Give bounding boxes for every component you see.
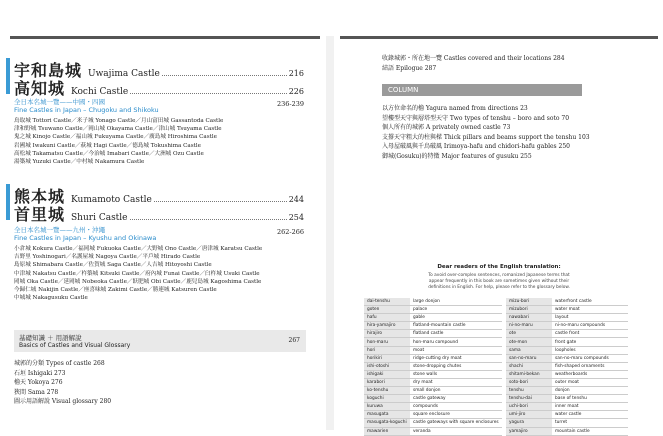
column-item: 入母屋破風與千鳥破風 Irimoya-hafu and chidori-hafu gables 250 xyxy=(382,143,570,150)
glossary-row xyxy=(364,378,502,386)
glossary-term: karabori xyxy=(364,378,410,386)
glossary-definition: flatland-mountain castle xyxy=(410,322,502,330)
accent-bar xyxy=(6,58,10,76)
glossary-definition: large donjon xyxy=(410,298,502,306)
glossary-title-en: Basics of Castles and Visual Glossary xyxy=(19,342,131,349)
castle-name-jp: 宇和島城 xyxy=(14,61,83,80)
glossary-term: ni-no-maru xyxy=(506,322,552,330)
glossary-row xyxy=(506,338,628,346)
glossary-term: koguchi xyxy=(364,395,410,403)
glossary-definition: donjon xyxy=(552,387,628,395)
glossary-row xyxy=(506,298,628,306)
book-gutter xyxy=(326,36,334,430)
region-castle-list xyxy=(14,117,314,166)
left-page xyxy=(0,36,326,430)
castle-entry-kumamoto xyxy=(14,184,304,206)
glossary-row xyxy=(364,354,502,362)
region-kyushu-okinawa xyxy=(14,226,314,302)
glossary-term: uchi-bori xyxy=(506,403,552,411)
glossary-row xyxy=(506,346,628,354)
note-title: Dear readers of the English translation: xyxy=(437,264,561,270)
glossary-row xyxy=(364,346,502,354)
glossary-definition: weatherboards xyxy=(552,370,628,378)
top-rule xyxy=(10,36,320,39)
castle-list-line: 岩國城 Iwakuni Castle／萩城 Hagi Castle／德島城 Tokushima Castle xyxy=(14,142,201,149)
translation-note xyxy=(364,264,634,291)
glossary-term: mizubori xyxy=(506,306,552,314)
glossary-definition: castle gateways with square enclosures xyxy=(410,419,502,427)
note-line: appear frequently in this book are sometimes given without their xyxy=(428,279,570,284)
glossary-term: hira-yamajiro xyxy=(364,322,410,330)
glossary-term: masugata xyxy=(364,411,410,419)
glossary-definition: base of tenshu xyxy=(552,395,628,403)
glossary-term: yamajiro xyxy=(506,427,552,435)
glossary-row xyxy=(364,427,502,435)
note-line: To avoid over-complex sentences, romanized Japanese terms that xyxy=(428,273,570,278)
glossary-row xyxy=(506,387,628,395)
region-title-jp: 全日本名城一覽——中國・四國 xyxy=(14,98,105,106)
glossary-term: san-no-maru xyxy=(506,354,552,362)
castle-list-line: 中津城 Nakatsu Castle／杵築城 Kitsuki Castle／府內城 Funai Castle／臼杵城 Usuki Castle xyxy=(14,270,260,277)
castle-list-line: 岡城 Oka Castle／延岡城 Nobeoka Castle／飫肥城 Obi Castle／鹿兒島城 Kagoshima Castle xyxy=(14,278,262,285)
glossary-definition: ridge-cutting dry moat xyxy=(410,354,502,362)
glossary-term: hori xyxy=(364,346,410,354)
glossary-row xyxy=(506,411,628,419)
right-page xyxy=(334,36,663,434)
glossary-row xyxy=(506,419,628,427)
glossary-term: hafu xyxy=(364,314,410,322)
castle-name-en: Kochi Castle xyxy=(71,87,129,97)
region-castle-list xyxy=(14,245,314,302)
glossary-row xyxy=(364,370,502,378)
leader-dots xyxy=(130,219,287,220)
top-margin xyxy=(0,0,663,36)
glossary-definition: turret xyxy=(552,419,628,427)
glossary-list-item: 石垣 Ishigaki 273 xyxy=(14,369,66,377)
glossary-definition: castle gateway xyxy=(410,395,502,403)
glossary-term: ote xyxy=(506,330,552,338)
region-pages: 262-266 xyxy=(276,228,304,236)
region-chugoku-shikoku xyxy=(14,98,314,166)
castle-list-line: 津和野城 Tsuwano Castle／岡山城 Okayama Castle／津山城 Tsuyama Castle xyxy=(14,126,222,133)
glossary-definition: ni-no-maru compounds xyxy=(552,322,628,330)
glossary-term: shitami-bekan xyxy=(506,370,552,378)
castle-list-line: 高松城 Takamatsu Castle／今治城 Imabari Castle／大洲城 Ozu Castle xyxy=(14,150,204,157)
glossary-definition: gable xyxy=(410,314,502,322)
glossary-definition: fish-shaped ornaments xyxy=(552,362,628,370)
glossary-definition: inner moat xyxy=(552,403,628,411)
column-item: 御城(Gosuku)的特徵 Major features of gusuku 255 xyxy=(382,152,532,160)
glossary-definition: flatland castle xyxy=(410,330,502,338)
glossary-definition: palace xyxy=(410,306,502,314)
note-line: definitions in English. For help, please refer to the glossary below. xyxy=(428,285,570,290)
castle-list-line: 中城城 Nakagusuku Castle xyxy=(14,295,88,302)
glossary-row xyxy=(364,419,502,427)
accent-bar xyxy=(6,76,10,94)
glossary-definition: stone-dropping chutes xyxy=(410,362,502,370)
glossary-row xyxy=(364,411,502,419)
glossary-row xyxy=(506,378,628,386)
glossary-definition: layout xyxy=(552,314,628,322)
glossary-term: goten xyxy=(364,306,410,314)
glossary-definition: hon-maru compound xyxy=(410,338,502,346)
toc-line-epilogue: 結語 Epilogue 287 xyxy=(382,65,437,72)
glossary-row xyxy=(364,403,502,411)
glossary-row xyxy=(506,314,628,322)
glossary-row xyxy=(364,322,502,330)
castle-name-en: Shuri Castle xyxy=(71,213,128,223)
glossary-definition: loopholes xyxy=(552,346,628,354)
leader-dots xyxy=(130,93,287,94)
glossary-term: soto-bori xyxy=(506,378,552,386)
castle-list-line: 今歸仁城 Nakijin Castle／座喜味城 Zakimi Castle／勝連城 Katsuren Castle xyxy=(14,287,217,294)
glossary-term: ishi-otoshi xyxy=(364,362,410,370)
glossary-term: mawarien xyxy=(364,427,410,435)
region-title-jp: 全日本名城一覽——九州・沖繩 xyxy=(14,226,105,234)
glossary-definition: waterfront castle xyxy=(552,298,628,306)
glossary-term: masugata-koguchi xyxy=(364,419,410,427)
glossary-term: hirajiro xyxy=(364,330,410,338)
glossary-row xyxy=(364,314,502,322)
glossary-definition: square enclosure xyxy=(410,411,502,419)
glossary-definition: castle front xyxy=(552,330,628,338)
glossary-term: tenshu-dai xyxy=(506,395,552,403)
note-body xyxy=(364,273,634,291)
castle-entry-uwajima xyxy=(14,58,304,80)
castle-name-jp: 熊本城 xyxy=(14,187,66,206)
glossary-term: yagura xyxy=(506,419,552,427)
glossary-definition: stone walls xyxy=(410,370,502,378)
glossary-term: sama xyxy=(506,346,552,354)
glossary-definition: small donjon xyxy=(410,387,502,395)
glossary-row xyxy=(364,362,502,370)
accent-bar xyxy=(6,202,10,220)
castle-name-jp: 首里城 xyxy=(14,205,66,224)
glossary-row xyxy=(364,338,502,346)
glossary-list-item: 狹間 Sama 278 xyxy=(14,388,59,396)
castle-list-line: 鳥取城 Tottori Castle／米子城 Yonago Castle／月山富田城 Gassantoda Castle xyxy=(14,118,224,124)
castle-entry-kochi xyxy=(14,76,304,98)
glossary-term: kuruwa xyxy=(364,403,410,411)
glossary-definition: san-no-maru compounds xyxy=(552,354,628,362)
castle-list-line: 小倉城 Kokura Castle／福岡城 Fukuoka Castle／大野城 Ono Castle／唐津城 Karatsu Castle xyxy=(14,246,263,252)
accent-bar xyxy=(6,184,10,202)
glossary-term: ko-tenshu xyxy=(364,387,410,395)
glossary-row xyxy=(506,395,628,403)
glossary-row xyxy=(506,362,628,370)
glossary-term: shachi xyxy=(506,362,552,370)
page-number: 226 xyxy=(288,87,304,96)
castle-list-line: 吉野里 Yoshinogari／名護屋城 Nagoya Castle／平戶城 Hirado Castle xyxy=(14,254,201,261)
top-rule xyxy=(340,36,658,39)
glossary-definition: front gate xyxy=(552,338,628,346)
glossary-definition: water castle xyxy=(552,411,628,419)
toc-line-castles-covered: 收錄城郭・所在地一覽 Castles covered and their locations 284 xyxy=(382,55,565,62)
glossary-row xyxy=(506,306,628,314)
castle-name-jp: 高知城 xyxy=(14,79,66,98)
glossary-row xyxy=(506,322,628,330)
glossary-row xyxy=(506,354,628,362)
column-item: 望樓型天守與層塔型天守 Two types of tenshu – boro and soto 70 xyxy=(382,114,570,122)
glossary-row xyxy=(364,387,502,395)
glossary-row xyxy=(364,306,502,314)
column-header: COLUMN xyxy=(382,84,582,96)
glossary-row xyxy=(364,298,502,306)
glossary-list-item: 城郭的分類 Types of castle 268 xyxy=(14,360,105,367)
glossary-term: dai-tenshu xyxy=(364,298,410,306)
glossary-table-right xyxy=(506,298,628,436)
glossary-definition: water moat xyxy=(552,306,628,314)
glossary-list-item: 圖示用語解說 Visual glossary 280 xyxy=(14,398,112,406)
region-pages: 236-239 xyxy=(276,100,304,108)
column-item: 個人所有的城郭 A privately owned castle 73 xyxy=(382,124,511,131)
glossary-row xyxy=(506,403,628,411)
page-number: 267 xyxy=(288,337,300,344)
castle-entry-shuri xyxy=(14,202,304,224)
glossary-definition: compounds xyxy=(410,403,502,411)
glossary-term: horikiri xyxy=(364,354,410,362)
glossary-list-item: 櫓天 Yokoya 276 xyxy=(14,379,63,387)
castle-name-en: Kumamoto Castle xyxy=(71,195,152,205)
glossary-list xyxy=(14,359,111,407)
glossary-row xyxy=(506,427,628,435)
glossary-definition: mountain castle xyxy=(552,427,628,435)
glossary-table-left xyxy=(364,298,502,436)
column-items xyxy=(382,104,590,161)
region-title-en: Fine Castles in Japan – Kyushu and Okinawa xyxy=(14,234,157,242)
column-item: 支撐天守粗大的柱與樑 Thick pillars and beams support the tenshu 103 xyxy=(382,133,590,141)
castle-name-en: Uwajima Castle xyxy=(88,69,160,79)
glossary-definition: moat xyxy=(410,346,502,354)
glossary-definition: outer moat xyxy=(552,378,628,386)
glossary-term: mizu-bori xyxy=(506,298,552,306)
glossary-term: nawabari xyxy=(506,314,552,322)
page-number: 254 xyxy=(288,213,304,222)
glossary-row xyxy=(364,330,502,338)
glossary-row xyxy=(364,395,502,403)
castle-list-line: 島原城 Shimabara Castle／佐賀城 Saga Castle／人吉城 Hitoyoshi Castle xyxy=(14,262,212,269)
region-title-en: Fine Castles in Japan – Chugoku and Shikoku xyxy=(14,106,159,114)
glossary-term: umi-jiro xyxy=(506,411,552,419)
glossary-row xyxy=(506,330,628,338)
glossary-definition: veranda xyxy=(410,427,502,435)
glossary-definition: dry moat xyxy=(410,378,502,386)
glossary-row xyxy=(506,370,628,378)
glossary-term: hon-maru xyxy=(364,338,410,346)
glossary-term: tenshu xyxy=(506,387,552,395)
castle-list-line: 湯築城 Yuzuki Castle／中村城 Nakamura Castle xyxy=(14,159,145,166)
page-number: 244 xyxy=(288,195,304,204)
page-number: 216 xyxy=(288,69,304,78)
glossary-term: ote-mon xyxy=(506,338,552,346)
column-item: 以方位命名的櫓 Yagura named from directions 23 xyxy=(382,105,528,112)
glossary-term: ishigaki xyxy=(364,370,410,378)
castle-list-line: 鬼之城 Kinojo Castle／福山城 Fukuyama Castle／廣島城 Hiroshima Castle xyxy=(14,134,217,141)
glossary-title-jp: 基礎知識 ＋ 用語解說 xyxy=(19,334,82,342)
glossary-section-box xyxy=(14,330,306,352)
